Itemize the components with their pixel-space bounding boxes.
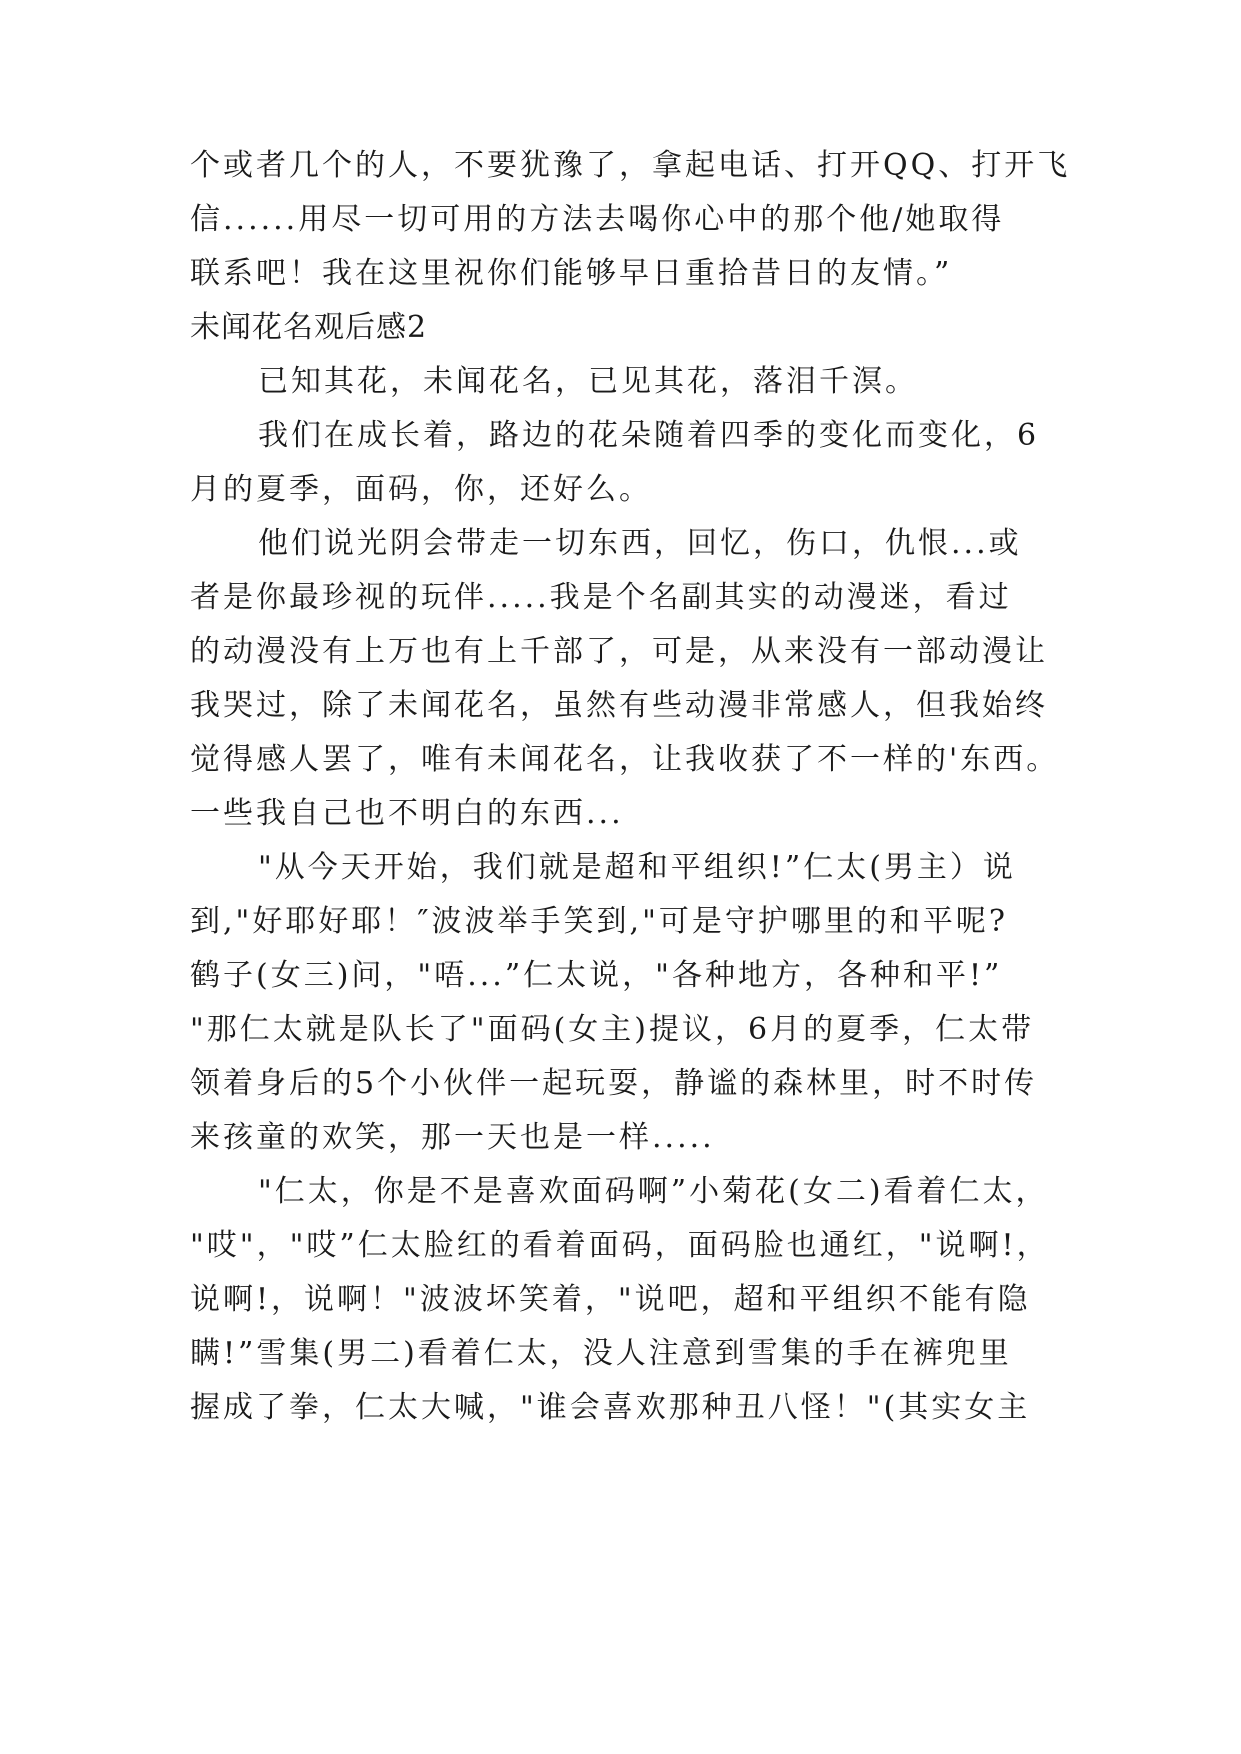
text-line: 鹤子(女三)问，"唔...”仁太说，"各种地方，各种和平!” <box>190 958 1003 993</box>
text-line: 月的夏季，面码，你，还好么。 <box>190 472 652 507</box>
text-line: 个或者几个的人，不要犹豫了，拿起电话、打开QQ、打开飞 <box>190 148 1071 183</box>
text-line: 我哭过，除了未闻花名，虽然有些动漫非常感人，但我始终 <box>190 688 1048 723</box>
text-line: "那仁太就是队长了"面码(女主)提议，6月的夏季，仁太带 <box>190 1012 1035 1047</box>
paragraph-start: 他们说光阴会带走一切东西，回忆，伤口，仇恨...或 <box>258 526 1022 561</box>
section-heading: 未闻花名观后感2 <box>190 310 428 345</box>
text-line: "哎"，"哎”仁太脸红的看着面码，面码脸也通红，"说啊!， <box>190 1228 1050 1263</box>
text-line: 信......用尽一切可用的方法去喝你心中的那个他/她取得 <box>190 202 1005 237</box>
text-line: 瞒!”雪集(男二)看着仁太，没人注意到雪集的手在裤兜里 <box>190 1336 1012 1371</box>
text-line: 一些我自己也不明白的东西... <box>190 796 624 831</box>
text-line: 握成了拳，仁太大喊，"谁会喜欢那种丑八怪！"(其实女主 <box>190 1390 1031 1425</box>
paragraph-start: "仁太，你是不是喜欢面码啊”小菊花(女二)看着仁太， <box>258 1174 1049 1209</box>
text-line: 觉得感人罢了，唯有未闻花名，让我收获了不一样的'东西。 <box>190 742 1060 777</box>
text-line: 的动漫没有上万也有上千部了，可是，从来没有一部动漫让 <box>190 634 1048 669</box>
text-line: 来孩童的欢笑，那一天也是一样..... <box>190 1120 715 1155</box>
text-line: 说啊!，说啊！"波波坏笑着，"说吧，超和平组织不能有隐 <box>190 1282 1031 1317</box>
text-line: 到,"好耶好耶！″波波举手笑到,"可是守护哪里的和平呢? <box>190 904 1008 939</box>
text-line: 者是你最珍视的玩伴.....我是个名副其实的动漫迷，看过 <box>190 580 1012 615</box>
paragraph-start: 已知其花，未闻花名，已见其花，落泪千溟。 <box>258 364 918 399</box>
text-line: 联系吧！我在这里祝你们能够早日重拾昔日的友情。” <box>190 256 953 291</box>
text-line: 领着身后的5个小伙伴一起玩耍，静谧的森林里，时不时传 <box>190 1066 1038 1101</box>
paragraph-start: "从今天开始，我们就是超和平组织!”仁太(男主）说 <box>258 850 1016 885</box>
paragraph-start: 我们在成长着，路边的花朵随着四季的变化而变化，6 <box>258 418 1040 453</box>
